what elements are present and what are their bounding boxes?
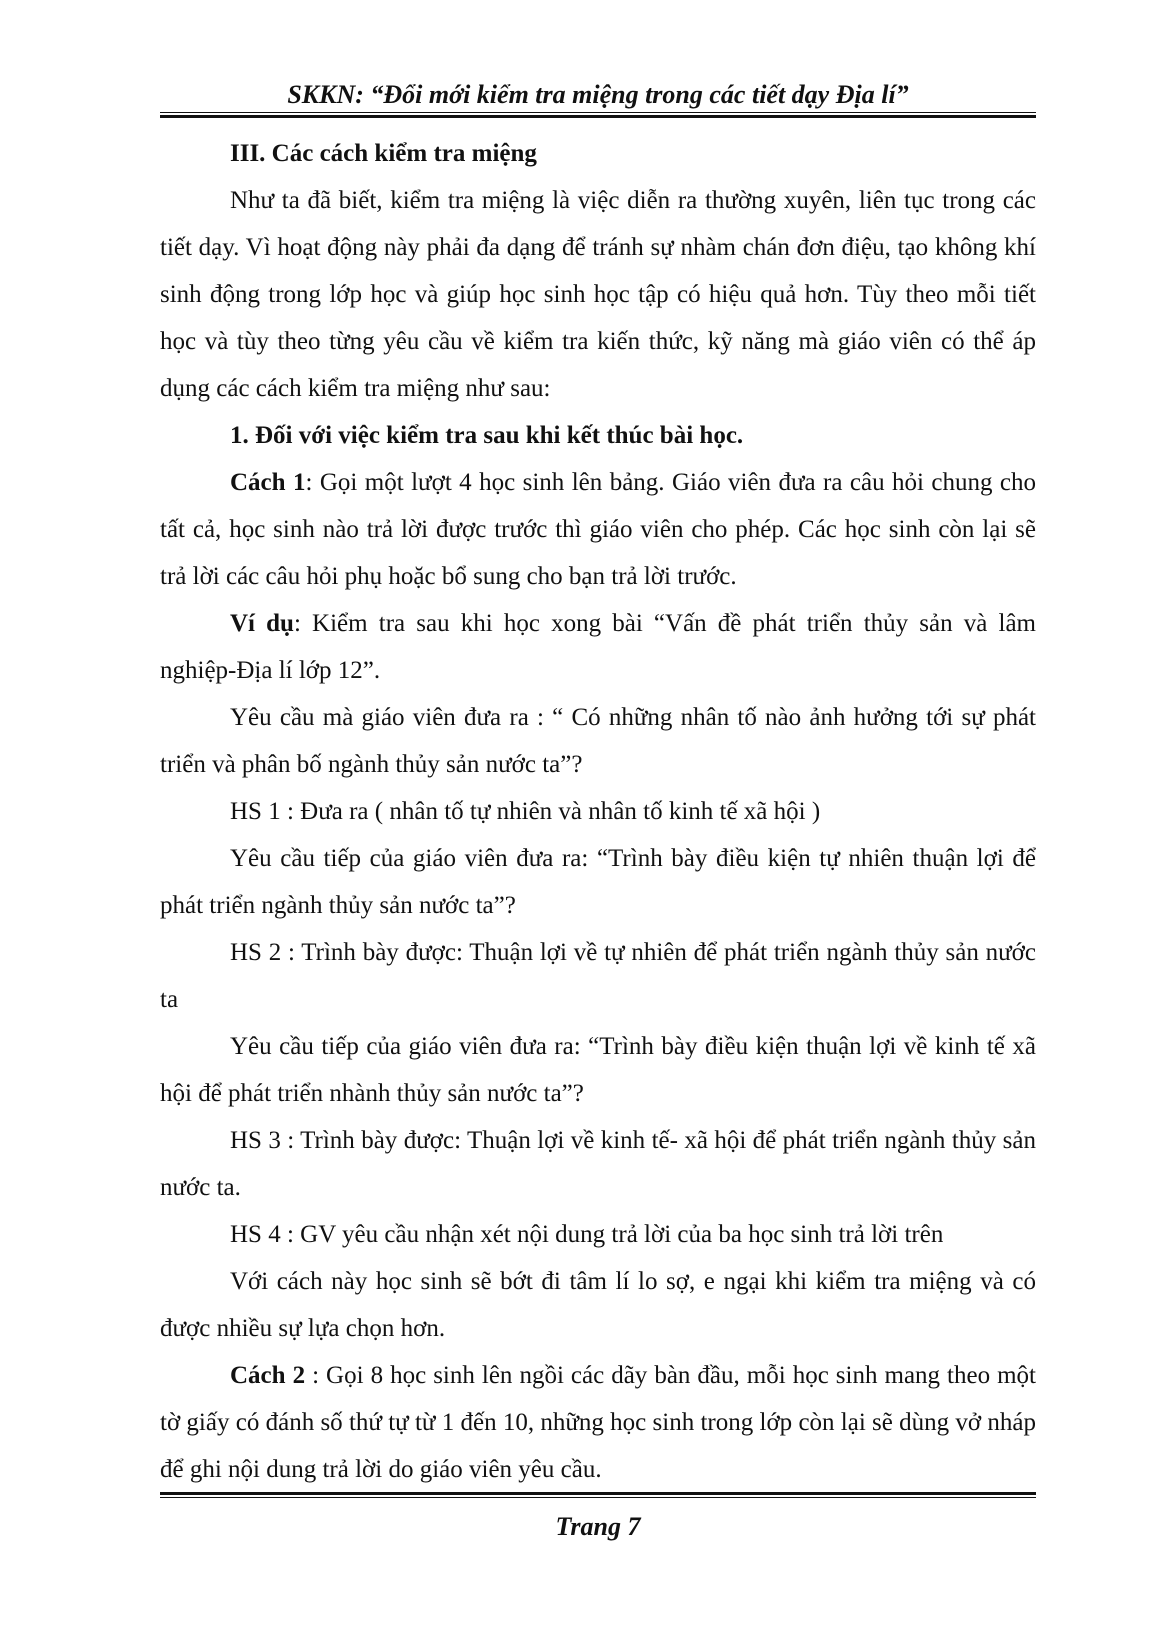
method1-text: : Gọi một lượt 4 học sinh lên bảng. Giáo viên đưa ra câu hỏi chung cho tất cả, học sinh nào trả lời được trước thì giáo viên cho phép. Các học sinh còn lại sẽ trả lời các câu hỏi phụ hoặc bổ sung cho bạn trả lời trước. [160,469,1036,590]
request-1: Yêu cầu mà giáo viên đưa ra : “ Có những nhân tố nào ảnh hưởng tới sự phát triển và phân bố ngành thủy sản nước ta”? [160,704,1036,778]
conclusion-paragraph: Với cách này học sinh sẽ bớt đi tâm lí lo sợ, e ngại khi kiểm tra miệng và có được nhiều sự lựa chọn hơn. [160,1268,1036,1342]
header-divider [160,112,1036,118]
student-1-answer: HS 1 : Đưa ra ( nhân tố tự nhiên và nhân tố kinh tế xã hội ) [230,798,821,825]
intro-paragraph: Như ta đã biết, kiểm tra miệng là việc diễn ra thường xuyên, liên tục trong các tiết dạy. Vì hoạt động này phải đa dạng để tránh sự nhàm chán đơn điệu, tạo không khí sinh động trong lớp học và giúp học sinh học tập có hiệu quả hơn. Tùy theo mỗi tiết học và tùy theo từng yêu cầu về kiểm tra kiến thức, kỹ năng mà giáo viên có thể áp dụng các cách kiểm tra miệng như sau: [160,187,1036,402]
method1-label: Cách 1 [230,469,306,496]
method2-text: : Gọi 8 học sinh lên ngồi các dãy bàn đầu, mỗi học sinh mang theo một tờ giấy có đánh số thứ tự từ 1 đến 10, những học sinh trong lớp còn lại sẽ dùng vở nháp để ghi nội dung trả lời do giáo viên yêu cầu. [160,1362,1036,1483]
page-number: Trang 7 [555,1512,641,1541]
student-3-answer: HS 3 : Trình bày được: Thuận lợi về kinh tế- xã hội để phát triển ngành thủy sản nước ta. [160,1127,1036,1201]
request-3: Yêu cầu tiếp của giáo viên đưa ra: “Trình bày điều kiện thuận lợi về kinh tế xã hội để phát triển nhành thủy sản nước ta”? [160,1033,1036,1107]
method1-paragraph [160,459,1036,600]
request-2: Yêu cầu tiếp của giáo viên đưa ra: “Trình bày điều kiện tự nhiên thuận lợi để phát triển ngành thủy sản nước ta”? [160,845,1036,919]
method2-label: Cách 2 [230,1362,306,1389]
example-paragraph [160,600,1036,694]
footer-divider [160,1492,1036,1498]
document-body [160,130,1036,1493]
section-heading: III. Các cách kiểm tra miệng [230,140,537,167]
example-text: : Kiểm tra sau khi học xong bài “Vấn đề phát triển thủy sản và lâm nghiệp-Địa lí lớp 12”. [160,610,1036,684]
sub-heading: 1. Đối với việc kiểm tra sau khi kết thúc bài học. [230,422,744,449]
method2-paragraph [160,1352,1036,1493]
student-2-answer: HS 2 : Trình bày được: Thuận lợi về tự nhiên để phát triển ngành thủy sản nước ta [160,939,1036,1013]
example-label: Ví dụ [230,610,294,637]
page-header-title: SKKN: “Đổi mới kiểm tra miệng trong các tiết dạy Địa lí” [287,80,909,109]
student-4-answer: HS 4 : GV yêu cầu nhận xét nội dung trả lời của ba học sinh trả lời trên [230,1221,944,1248]
